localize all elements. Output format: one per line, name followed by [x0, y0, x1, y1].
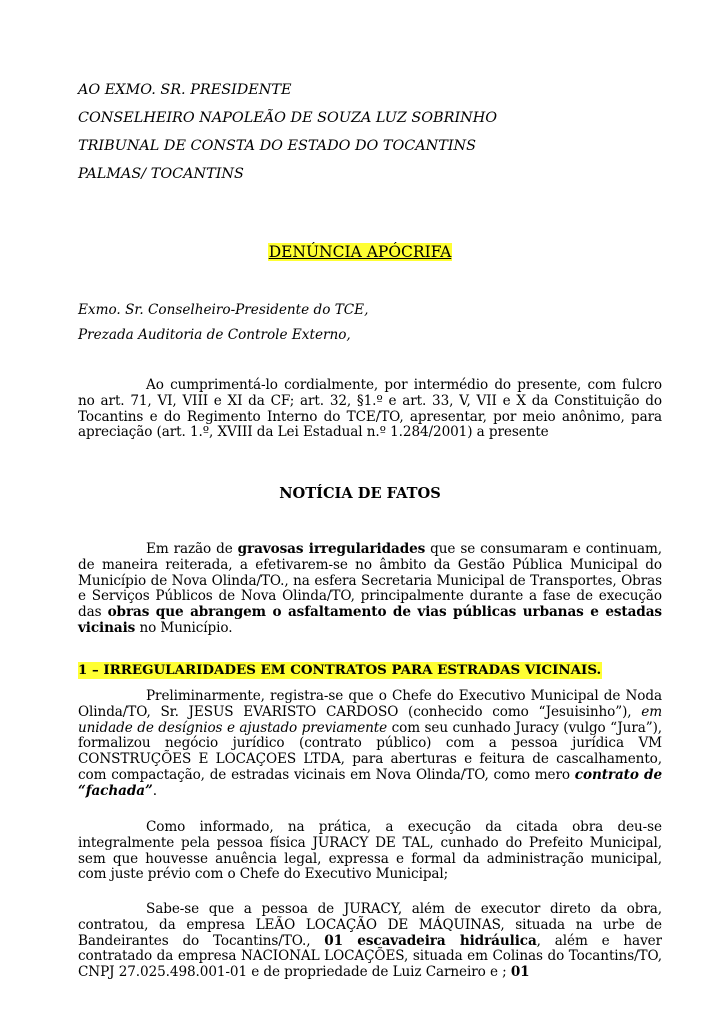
addressee-line: PALMAS/ TOCANTINS — [78, 166, 244, 182]
document-title-text: DENÚNCIA APÓCRIFA — [268, 243, 452, 261]
text-run: Preliminarmente, registra-se que o Chefe do Executivo Municipal de Noda Olinda/TO, Sr. JESUS EVARISTO CARDOSO (conhecido como “Jesuisinho”), — [78, 688, 662, 720]
bold-run: obras que abrangem o asfaltamento de vias públicas urbanas e estadas vicinais — [78, 604, 662, 636]
section-heading-text: 1 – IRREGULARIDADES EM CONTRATOS PARA ESTRADAS VICINAIS. — [78, 662, 602, 678]
text-run: . — [152, 782, 157, 799]
addressee-line: CONSELHEIRO NAPOLEÃO DE SOUZA LUZ SOBRINHO — [78, 110, 498, 126]
document-title — [0, 243, 720, 261]
intro-paragraph: Ao cumprimentá-lo cordialmente, por intermédio do presente, com fulcro no art. 71, VI, VIII e XI da CF; art. 32, §1.º e art. 33, V, VII e X da Constituição do Tocantins e do Regimento Interno do TCE/TO, apresentar, por meio anônimo, para apreciação (art. 1.º, XVIII da Lei Estadual n.º 1.284/2001) a presente — [78, 377, 662, 441]
text-run: que se consumaram e continuam, de maneira reiterada, a efetivarem-se no âmbito da Gestão Pública Municipal do Município de Nova Olinda/TO., na esfera Secretaria Municipal de Transportes, Obras e Serviços Públicos de Nova Olinda/TO, principalmente durante a fase de execução das — [78, 541, 662, 621]
paragraph-contracts — [78, 902, 662, 1002]
text-run: com seu cunhado Juracy (vulgo “Jura”), formalizou negócio jurídico (contrato público) com a pessoa jurídica VM CONSTRUÇÕES E LOCAÇOES LTDA, para aberturas e feitura de cascalhamento, com compactação, de estradas vicinais em Nova Olinda/TO, como mero — [78, 719, 662, 783]
text-run: Em razão de — [146, 541, 238, 557]
bold-run: 01 escavadeira hidráulica — [324, 932, 537, 949]
paragraph-execution: Como informado, na prática, a execução da citada obra deu-se integralmente pela pessoa física JURACY DE TAL, cunhado do Prefeito Municipal, sem que houvesse anuência legal, expressa e formal da administração municipal, com juste prévio com o Chefe do Executivo Municipal; — [78, 819, 662, 883]
addressee-line: AO EXMO. SR. PRESIDENTE — [78, 82, 292, 98]
salutation-line: Exmo. Sr. Conselheiro-Presidente do TCE, — [78, 302, 369, 318]
italic-run: em unidade de desígnios e ajustado previamente — [78, 703, 662, 736]
section-title: NOTÍCIA DE FATOS — [279, 485, 441, 502]
bold-run: gravosas irregularidades — [237, 541, 426, 557]
bold-italic-run: contrato de “fachada” — [78, 766, 662, 799]
addressee-block — [78, 76, 497, 188]
text-run: no Município. — [135, 619, 233, 636]
addressee-line: TRIBUNAL DE CONSTA DO ESTADO DO TOCANTINS — [78, 138, 477, 154]
salutation-line: Prezada Auditoria de Controle Externo, — [78, 327, 351, 343]
text-run: , além e haver contratado da empresa NACIONAL LOCAÇÕES, situada em Colinas do Tocantins/TO, CNPJ 27.025.498.001-01 e de propriedade de Luiz Carneiro e ; — [78, 932, 662, 981]
salutation-block — [78, 298, 368, 348]
facts-paragraph — [78, 542, 662, 637]
bold-run: 01 — [510, 964, 530, 981]
text-run: Sabe-se que a pessoa de JURACY, além de executor direto da obra, contratou, da empresa LEÃO LOCAÇÃO DE MÁQUINAS, situada na urbe de Bandeirantes do Tocantins/TO., — [78, 902, 662, 949]
paragraph-preliminary — [78, 689, 662, 800]
section-heading — [78, 662, 602, 678]
